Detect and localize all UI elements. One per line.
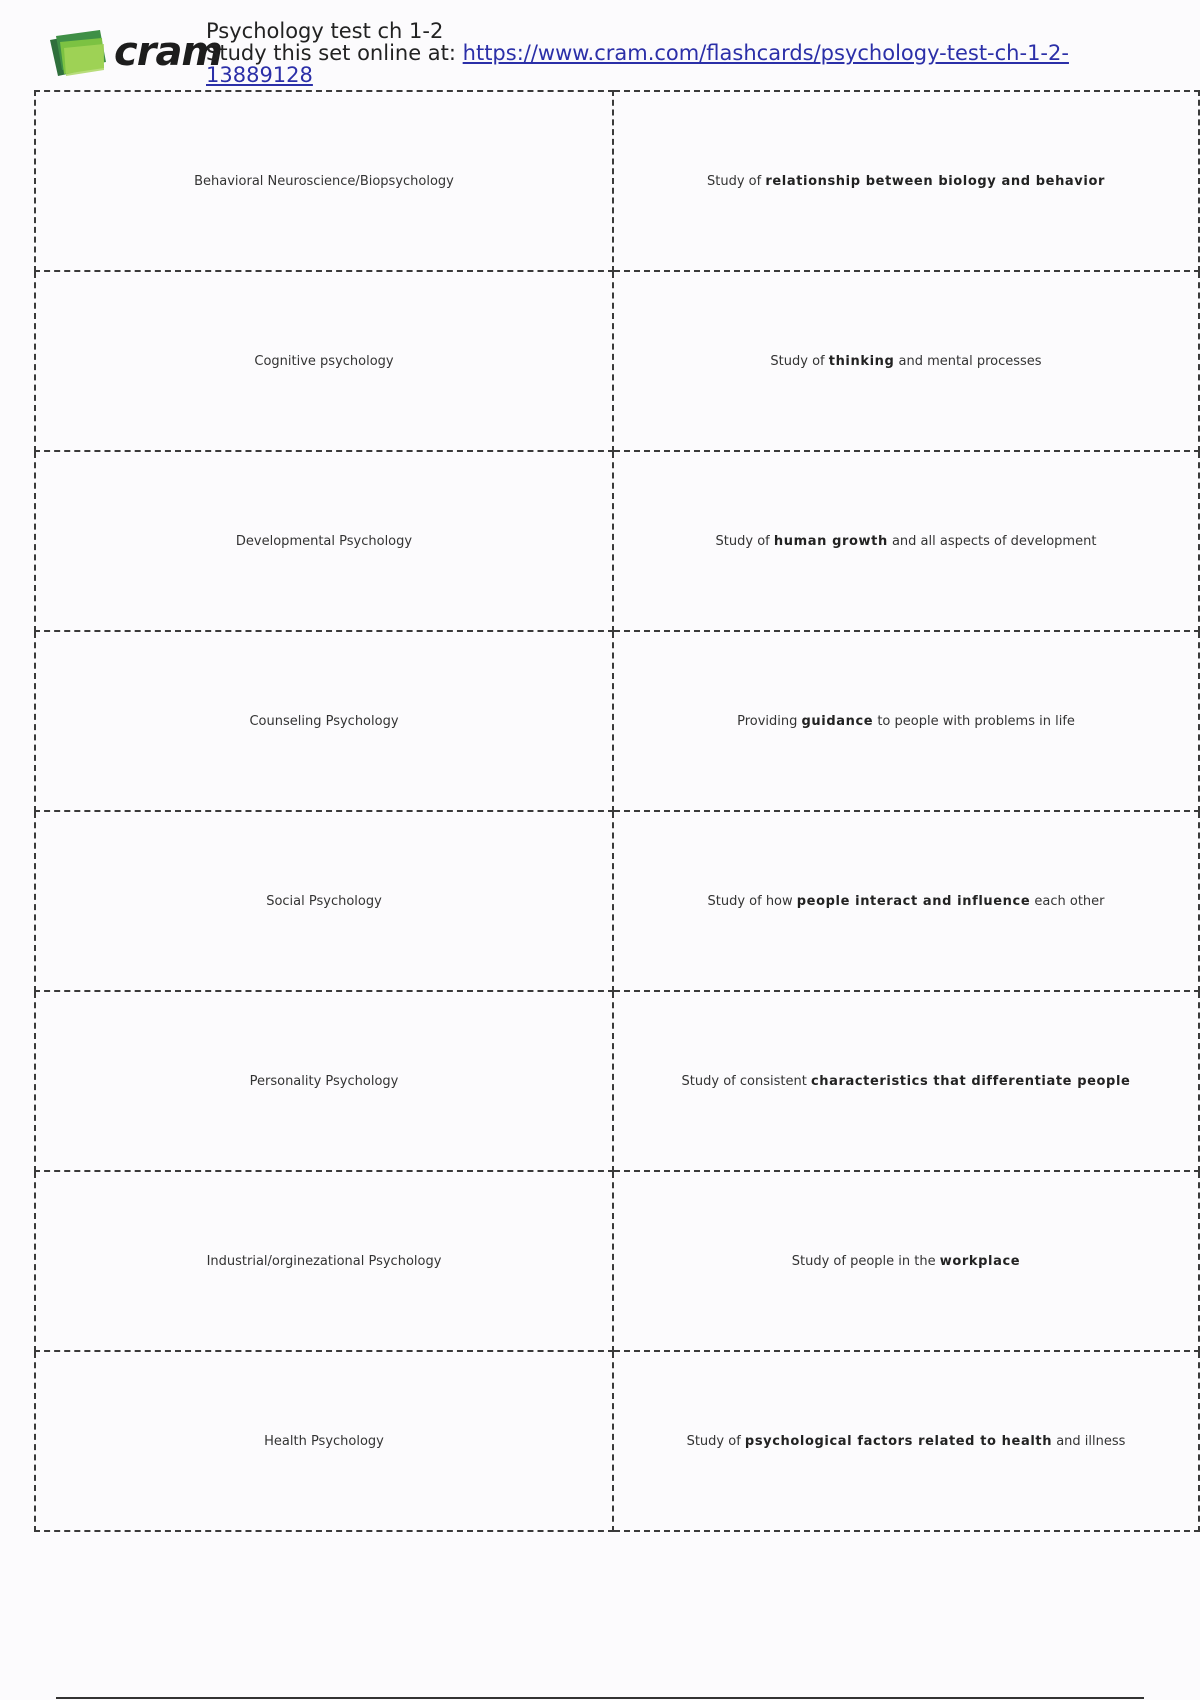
header-text	[206, 20, 1166, 86]
study-online-line	[206, 42, 1166, 86]
flashcard-term: Industrial/orginezational Psychology	[35, 1171, 613, 1351]
footer-divider	[56, 1697, 1144, 1699]
flashcard-term: Social Psychology	[35, 811, 613, 991]
definition-text: and mental processes	[894, 353, 1042, 369]
logo-wordmark: cram	[114, 29, 223, 75]
flashcard-definition	[613, 811, 1199, 991]
definition-text: Study of how	[707, 893, 797, 909]
flashcard-term: Cognitive psychology	[35, 271, 613, 451]
definition-text: Providing	[737, 713, 802, 729]
flashcard-term: Behavioral Neuroscience/Biopsychology	[35, 91, 613, 271]
flashcard-row	[35, 811, 1199, 991]
flashcard-term: Counseling Psychology	[35, 631, 613, 811]
flashcard-row	[35, 991, 1199, 1171]
definition-keyword: workplace	[939, 1253, 1021, 1269]
cram-logo[interactable]	[44, 26, 223, 78]
definition-text: Study of	[707, 173, 766, 189]
definition-keyword: psychological factors related to health	[744, 1433, 1053, 1449]
definition-text: and illness	[1052, 1433, 1126, 1449]
flashcard-term: Developmental Psychology	[35, 451, 613, 631]
flashcard-table	[34, 90, 1200, 1532]
flashcard-definition	[613, 1171, 1199, 1351]
study-set-link[interactable]: https://www.cram.com/flashcards/psychology-test-ch-1-2-13889128	[206, 41, 1069, 87]
page-header	[44, 20, 1164, 88]
study-prefix: Study this set online at:	[206, 41, 463, 65]
flashcard-definition	[613, 451, 1199, 631]
definition-text: Study of people in the	[791, 1253, 940, 1269]
definition-text: Study of	[770, 353, 829, 369]
flashcard-row	[35, 1171, 1199, 1351]
definition-keyword: thinking	[828, 353, 895, 369]
definition-keyword: people interact and influence	[796, 893, 1031, 909]
flashcard-term: Personality Psychology	[35, 991, 613, 1171]
flashcard-row	[35, 91, 1199, 271]
definition-text: each other	[1030, 893, 1105, 909]
definition-keyword: relationship between biology and behavior	[765, 173, 1105, 189]
flashcard-term: Health Psychology	[35, 1351, 613, 1531]
definition-text: Study of	[715, 533, 774, 549]
definition-text: Study of consistent	[681, 1073, 811, 1089]
flashcard-definition	[613, 1351, 1199, 1531]
flashcard-row	[35, 1351, 1199, 1531]
definition-keyword: human growth	[773, 533, 888, 549]
flashcard-row	[35, 631, 1199, 811]
flashcard-row	[35, 451, 1199, 631]
flashcard-definition	[613, 991, 1199, 1171]
flashcard-row	[35, 271, 1199, 451]
definition-keyword: guidance	[801, 713, 874, 729]
definition-text: and all aspects of development	[887, 533, 1097, 549]
set-title: Psychology test ch 1-2	[206, 19, 444, 43]
cram-logo-icon	[44, 26, 114, 78]
flashcard-definition	[613, 91, 1199, 271]
definition-text: Study of	[686, 1433, 745, 1449]
definition-keyword: characteristics that differentiate people	[810, 1073, 1131, 1089]
flashcard-definition	[613, 271, 1199, 451]
definition-text: to people with problems in life	[873, 713, 1075, 729]
flashcard-definition	[613, 631, 1199, 811]
